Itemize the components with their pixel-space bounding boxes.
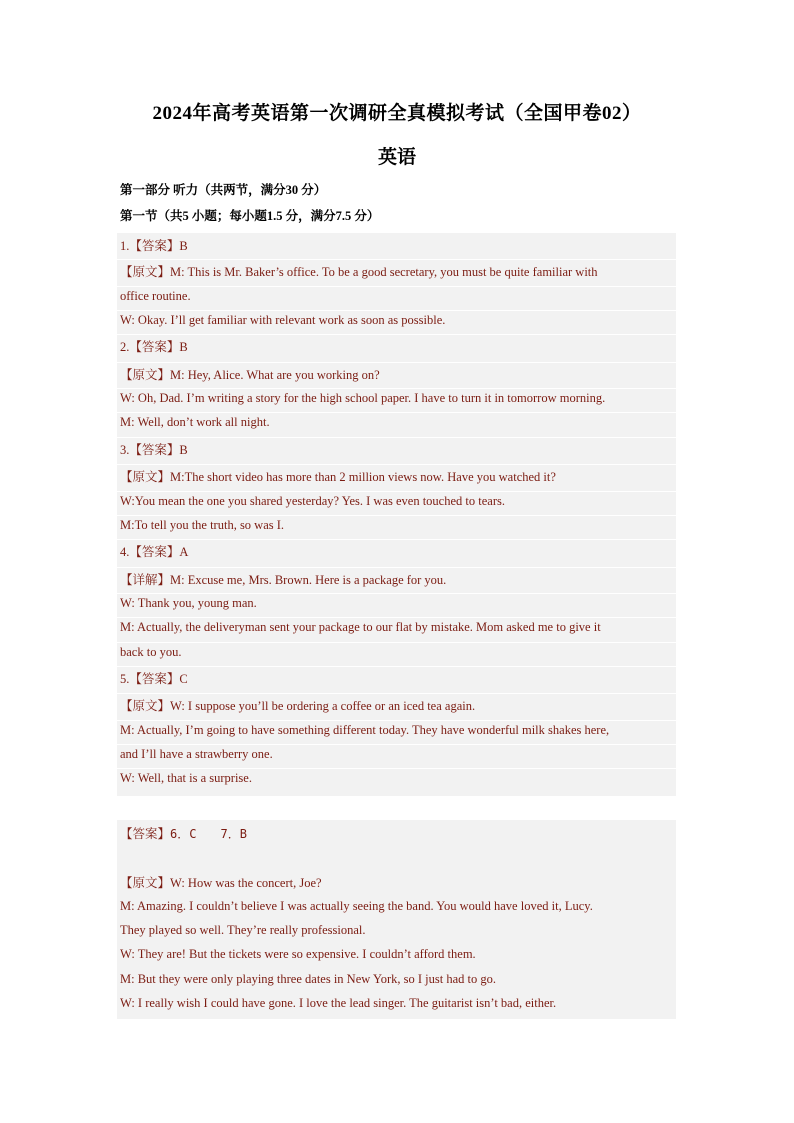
row-divider	[117, 464, 676, 465]
transcript-line: M: Amazing. I couldn’t believe I was actually seeing the band. You would have loved it, Lucy.	[120, 899, 593, 913]
row-divider	[117, 310, 676, 311]
transcript-line: 【原文】W: How was the concert, Joe?	[120, 876, 322, 890]
transcript-line: M: But they were only playing three dates in New York, so I just had to go.	[120, 972, 496, 986]
transcript-line: M: Actually, the deliveryman sent your package to our flat by mistake. Mom asked me to give it	[120, 620, 601, 634]
row-divider	[117, 666, 676, 667]
transcript-line: W: I really wish I could have gone. I love the lead singer. The guitarist isn’t bad, either.	[120, 996, 557, 1010]
row-divider	[117, 768, 676, 769]
transcript-line: 【详解】M: Excuse me, Mrs. Brown. Here is a package for you.	[120, 573, 447, 587]
row-divider	[117, 539, 676, 540]
row-divider	[117, 259, 676, 260]
transcript-line: 4.【答案】A	[120, 545, 189, 559]
transcript-line: 【原文】M: This is Mr. Baker’s office. To be a good secretary, you must be quite familiar with	[120, 265, 598, 279]
row-divider	[117, 491, 676, 492]
transcript-line: office routine.	[120, 289, 191, 303]
answer-line	[120, 824, 672, 842]
transcript-line: W: Oh, Dad. I’m writing a story for the high school paper. I have to turn it in tomorrow morning.	[120, 391, 606, 405]
page-title: 2024年高考英语第一次调研全真模拟考试（全国甲卷02）	[152, 103, 642, 124]
transcript-line: M: Well, don’t work all night.	[120, 415, 270, 429]
row-divider	[117, 362, 676, 363]
row-divider	[117, 515, 676, 516]
transcript-line: M:To tell you the truth, so was I.	[120, 518, 285, 532]
transcript-line: 【原文】M:The short video has more than 2 million views now. Have you watched it?	[120, 470, 556, 484]
transcript-line: They played so well. They’re really professional.	[120, 923, 366, 937]
section-heading: 第一节（共5 小题；每小题1.5 分，满分7.5 分）	[120, 209, 380, 223]
row-divider	[117, 334, 676, 335]
answer-label: 【答案】	[120, 827, 171, 841]
row-divider	[117, 286, 676, 287]
transcript-line: 【原文】M: Hey, Alice. What are you working on?	[120, 368, 380, 382]
transcript-block-1	[117, 233, 676, 796]
transcript-line: and I’ll have a strawberry one.	[120, 747, 273, 761]
transcript-line: 2.【答案】B	[120, 340, 188, 354]
row-divider	[117, 388, 676, 389]
transcript-line: 1.【答案】B	[120, 239, 188, 253]
row-divider	[117, 567, 676, 568]
row-divider	[117, 617, 676, 618]
transcript-block-2	[117, 820, 676, 1019]
row-divider	[117, 437, 676, 438]
transcript-line: W:You mean the one you shared yesterday? Yes. I was even touched to tears.	[120, 494, 505, 508]
transcript-line: back to you.	[120, 645, 182, 659]
row-divider	[117, 693, 676, 694]
transcript-line: 3.【答案】B	[120, 443, 188, 457]
transcript-line: M: Actually, I’m going to have something different today. They have wonderful milk shakes here,	[120, 723, 610, 737]
row-divider	[117, 744, 676, 745]
row-divider	[117, 593, 676, 594]
transcript-line: W: Well, that is a surprise.	[120, 771, 252, 785]
transcript-line: W: Okay. I’ll get familiar with relevant work as soon as possible.	[120, 313, 446, 327]
transcript-line: W: Thank you, young man.	[120, 596, 257, 610]
row-divider	[117, 720, 676, 721]
page-subtitle: 英语	[377, 147, 416, 168]
transcript-line: W: They are! But the tickets were so expensive. I couldn’t afford them.	[120, 947, 476, 961]
row-divider	[117, 412, 676, 413]
part-heading: 第一部分 听力（共两节，满分30 分）	[120, 183, 327, 197]
transcript-line: 【原文】W: I suppose you’ll be ordering a coffee or an iced tea again.	[120, 699, 476, 713]
row-divider	[117, 642, 676, 643]
transcript-line: 5.【答案】C	[120, 672, 188, 686]
answer-values: 6．C 7．B	[170, 827, 247, 841]
